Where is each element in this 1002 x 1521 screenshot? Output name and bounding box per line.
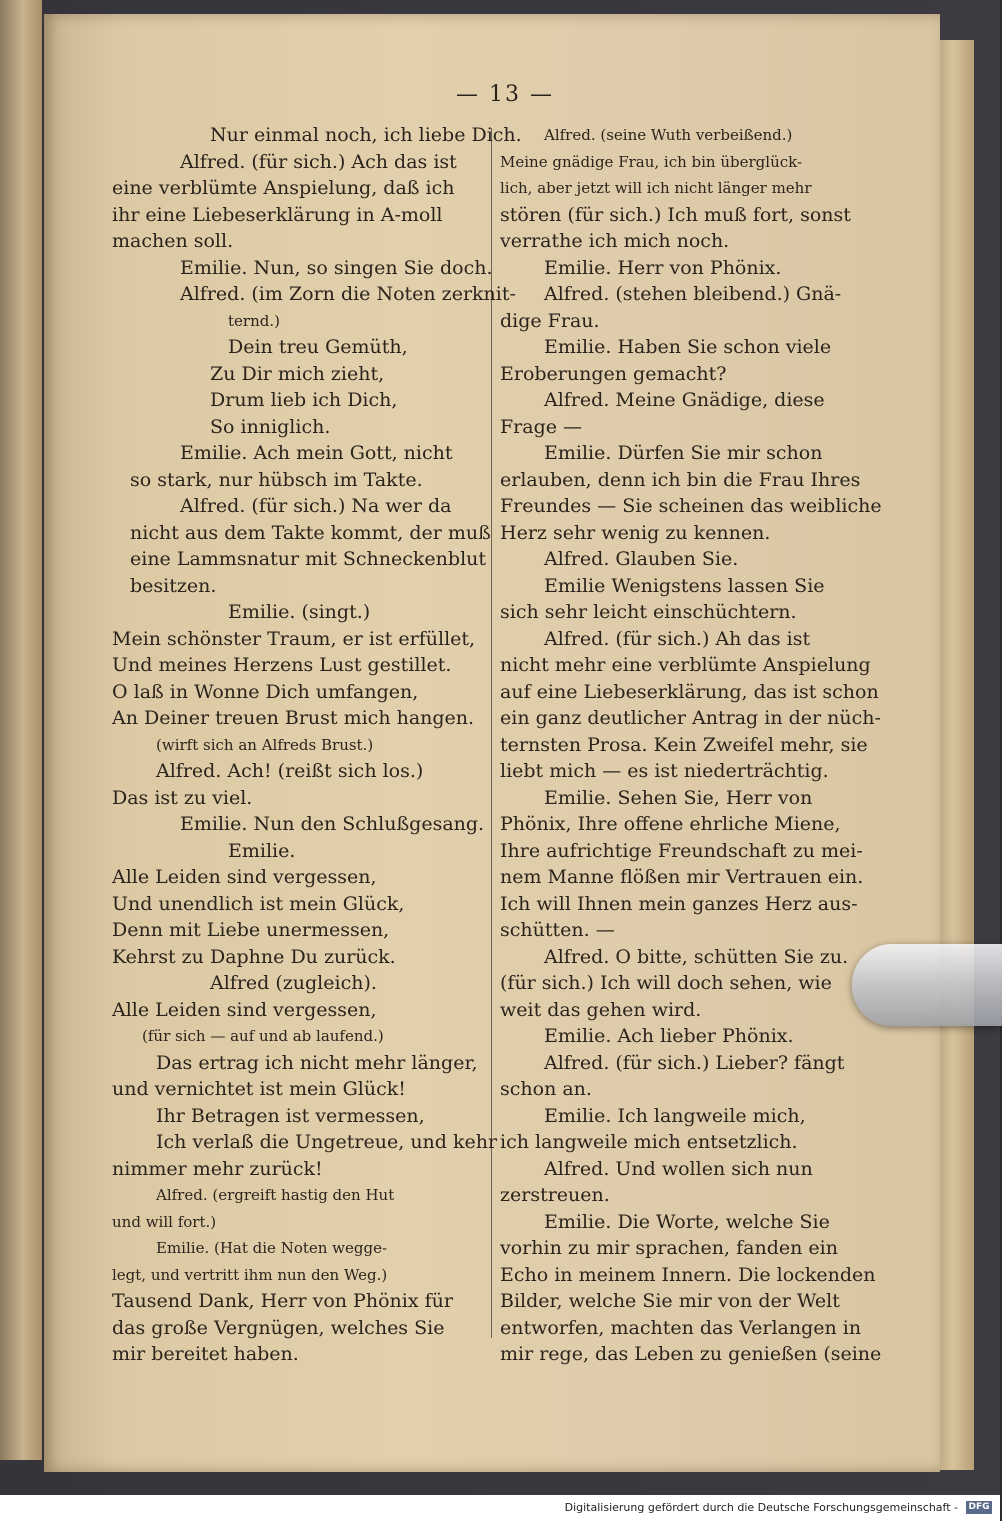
text-line: Emilie. Nun, so singen Sie doch. — [180, 256, 493, 279]
text-line: Alfred. (für sich.) Ach das ist — [180, 150, 457, 173]
text-line: (für sich — auf und ab laufend.) — [142, 1027, 384, 1045]
text-line: Mein schönster Traum, er ist erfüllet, — [112, 627, 476, 650]
text-line: Alfred. Und wollen sich nun — [544, 1157, 813, 1180]
text-line: besitzen. — [130, 574, 217, 597]
text-line: Freundes — Sie scheinen das weibliche — [500, 495, 882, 517]
text-line: Emilie Wenigstens lassen Sie — [544, 574, 825, 597]
page-stack-edge — [940, 40, 974, 1470]
text-line: nicht aus dem Takte kommt, der muß — [130, 521, 491, 544]
text-line: und will fort.) — [112, 1212, 217, 1231]
text-line: Alfred. (stehen bleibend.) Gnä- — [544, 283, 842, 305]
left-text-column — [112, 122, 522, 1368]
text-line: machen soll. — [112, 230, 234, 252]
text-line: Alle Leiden sind vergessen, — [112, 998, 377, 1021]
text-line: Ihre aufrichtige Freundschaft zu mei- — [500, 839, 863, 862]
text-line: dige Frau. — [500, 309, 600, 332]
text-line: Ich verlaß die Ungetreue, und kehr — [156, 1131, 498, 1153]
text-line: schon an. — [500, 1078, 592, 1100]
text-line: Alfred. (im Zorn die Noten zerknit- — [180, 283, 516, 305]
text-line: Alfred (zugleich). — [210, 972, 377, 994]
text-line: (wirft sich an Alfreds Brust.) — [156, 735, 374, 754]
text-line: ihr eine Liebeserklärung in A-moll — [112, 203, 443, 226]
text-line: ein ganz deutlicher Antrag in der nüch- — [500, 707, 881, 729]
text-line: Das ertrag ich nicht mehr länger, — [156, 1051, 478, 1074]
text-line: so stark, nur hübsch im Takte. — [130, 468, 423, 491]
text-line: Drum lieb ich Dich, — [210, 389, 398, 411]
text-line: Emilie. Ach lieber Phönix. — [544, 1025, 794, 1047]
text-line: weit das gehen wird. — [500, 998, 702, 1021]
text-line: Emilie. — [228, 839, 296, 862]
text-line: Denn mit Liebe unermessen, — [112, 919, 390, 941]
text-line: eine verblümte Anspielung, daß ich — [112, 177, 455, 199]
text-line: Frage — — [500, 415, 583, 438]
text-line: ternd.) — [228, 311, 280, 330]
text-line: O laß in Wonne Dich umfangen, — [112, 680, 419, 703]
text-line: lich, aber jetzt will ich nicht länger mehr — [500, 179, 812, 197]
text-line: Kehrst zu Daphne Du zurück. — [112, 945, 396, 968]
text-line: Alfred. (für sich.) Ah das ist — [544, 627, 811, 650]
text-line: erlauben, denn ich bin die Frau Ihres — [500, 468, 861, 491]
text-line: Alfred. Glauben Sie. — [544, 548, 739, 570]
page-clip-object — [852, 944, 1002, 1026]
text-line: Eroberungen gemacht? — [500, 362, 727, 385]
text-line: sich sehr leicht einschüchtern. — [500, 601, 797, 623]
text-line: Das ist zu viel. — [112, 786, 253, 809]
text-line: ternsten Prosa. Kein Zweifel mehr, sie — [500, 733, 868, 756]
text-line: Dein treu Gemüth, — [228, 336, 408, 358]
text-line: Alfred. (für sich.) Na wer da — [180, 495, 452, 517]
text-line: Herz sehr wenig zu kennen. — [500, 521, 771, 544]
text-line: Und unendlich ist mein Glück, — [112, 892, 405, 915]
text-line: Bilder, welche Sie mir von der Welt — [500, 1290, 840, 1312]
text-line: liebt mich — es ist niederträchtig. — [500, 760, 829, 782]
text-line: Alfred. Meine Gnädige, diese — [544, 389, 825, 411]
text-line: Tausend Dank, Herr von Phönix für — [112, 1290, 453, 1312]
text-line: und vernichtet ist mein Glück! — [112, 1078, 406, 1100]
digitization-footer — [0, 1495, 1000, 1521]
text-line: Alfred. O bitte, schütten Sie zu. — [544, 945, 849, 968]
text-line: Echo in meinem Innern. Die lockenden — [500, 1263, 876, 1286]
text-line: Emilie. Dürfen Sie mir schon — [544, 442, 823, 464]
text-line: Meine gnädige Frau, ich bin überglück- — [500, 152, 803, 171]
text-line: mir rege, das Leben zu genießen (seine — [500, 1343, 882, 1365]
text-line: Alfred. (für sich.) Lieber? fängt — [544, 1051, 845, 1074]
text-line: Nur einmal noch, ich liebe Dich. — [210, 124, 522, 146]
text-line: das große Vergnügen, welches Sie — [112, 1316, 445, 1339]
text-line: Alfred. (seine Wuth verbeißend.) — [544, 126, 793, 144]
text-line: Emilie. Sehen Sie, Herr von — [544, 786, 813, 809]
page-number: — 13 — — [456, 82, 554, 107]
text-line: Ihr Betragen ist vermessen, — [156, 1104, 425, 1127]
text-line: Emilie. Ach mein Gott, nicht — [180, 442, 453, 464]
text-line: Alle Leiden sind vergessen, — [112, 866, 377, 888]
text-line: Alfred. Ach! (reißt sich los.) — [156, 760, 424, 782]
text-line: Emilie. Ich langweile mich, — [544, 1104, 806, 1127]
right-text-column — [500, 122, 882, 1368]
text-line: So inniglich. — [210, 415, 331, 438]
facing-page-edge — [0, 0, 42, 1460]
text-line: zerstreuen. — [500, 1184, 610, 1206]
text-line: Emilie. Herr von Phönix. — [544, 256, 782, 279]
text-line: mir bereitet haben. — [112, 1343, 299, 1365]
text-line: Und meines Herzens Lust gestillet. — [112, 654, 452, 676]
text-line: auf eine Liebeserklärung, das ist schon — [500, 680, 879, 703]
text-line: verrathe ich mich noch. — [500, 230, 730, 252]
footer-credit: Digitalisierung gefördert durch die Deutsche Forschungsgemeinschaft - — [564, 1501, 958, 1514]
text-line: Phönix, Ihre offene ehrliche Miene, — [500, 813, 841, 835]
text-line: eine Lammsnatur mit Schneckenblut — [130, 548, 487, 570]
text-line: Emilie. Nun den Schlußgesang. — [180, 813, 485, 835]
text-line: vorhin zu mir sprachen, fanden ein — [500, 1237, 838, 1259]
text-line: stören (für sich.) Ich muß fort, sonst — [500, 203, 851, 226]
text-line: legt, und vertritt ihm nun den Weg.) — [112, 1265, 388, 1284]
text-line: Alfred. (ergreift hastig den Hut — [156, 1186, 395, 1204]
dfg-logo: DFG — [966, 1501, 992, 1514]
text-line: entworfen, machten das Verlangen in — [500, 1316, 862, 1339]
text-line: schütten. — — [500, 919, 615, 941]
text-line: ich langweile mich entsetzlich. — [500, 1131, 798, 1153]
column-divider — [491, 128, 492, 1338]
text-line: nem Manne flößen mir Vertrauen ein. — [500, 866, 864, 888]
text-line: nicht mehr eine verblümte Anspielung — [500, 654, 871, 676]
text-line: An Deiner treuen Brust mich hangen. — [112, 707, 475, 729]
text-line: Zu Dir mich zieht, — [210, 362, 385, 385]
text-line: Emilie. (Hat die Noten wegge- — [156, 1239, 388, 1257]
text-line: Emilie. Haben Sie schon viele — [544, 336, 832, 358]
text-line: (für sich.) Ich will doch sehen, wie — [500, 972, 832, 994]
text-line: nimmer mehr zurück! — [112, 1157, 323, 1180]
text-line: Emilie. Die Worte, welche Sie — [544, 1210, 830, 1233]
text-line: Ich will Ihnen mein ganzes Herz aus- — [500, 892, 858, 915]
text-line: Emilie. (singt.) — [228, 601, 371, 623]
